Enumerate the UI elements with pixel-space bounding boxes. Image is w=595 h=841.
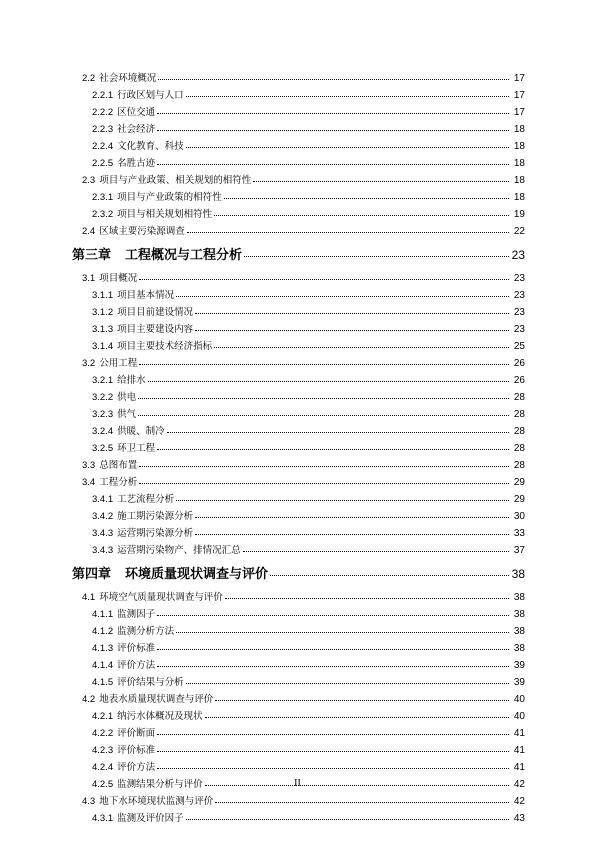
toc-entry-number: 2.2.1	[92, 90, 114, 101]
toc-dot-leader	[157, 741, 509, 752]
toc-entry-title: 评价方法	[117, 762, 156, 773]
toc-entry-title: 给排水	[117, 375, 146, 386]
toc-entry[interactable]	[72, 304, 525, 321]
toc-entry-number: 3.4.1	[92, 494, 114, 505]
toc-entry-page: 18	[513, 175, 525, 186]
toc-entry[interactable]	[72, 70, 525, 87]
toc-entry-number: 2.3.1	[92, 192, 114, 203]
toc-entry-page: 17	[513, 73, 525, 84]
toc-entry-page: 29	[513, 494, 525, 505]
page-footer-number: II	[294, 778, 301, 789]
toc-entry-page: 40	[513, 711, 525, 722]
toc-entry-page: 23	[513, 273, 525, 284]
toc-entry-page: 19	[513, 209, 525, 220]
toc-entry-page: 29	[513, 477, 525, 488]
toc-entry-number: 4.2.4	[92, 762, 114, 773]
toc-dot-leader	[215, 690, 509, 701]
toc-entry-page: 39	[513, 677, 525, 688]
toc-entry-page: 38	[513, 643, 525, 654]
toc-entry[interactable]	[72, 491, 525, 508]
toc-entry-number: 2.3	[82, 175, 96, 186]
toc-entry-number: 4.1.1	[92, 609, 114, 620]
toc-dot-leader	[176, 490, 509, 501]
toc-dot-leader	[195, 507, 509, 518]
toc-entry-page: 28	[513, 443, 525, 454]
toc-entry-number: 4.1	[82, 592, 96, 603]
toc-entry-title: 运营期污染源分析	[117, 528, 194, 539]
toc-entry-page: 28	[513, 460, 525, 471]
toc-dot-leader	[176, 286, 509, 297]
toc-entry-number: 3.1.3	[92, 324, 114, 335]
toc-dot-leader	[139, 354, 509, 365]
toc-dot-leader	[139, 269, 509, 280]
toc-entry-page: 25	[513, 341, 525, 352]
toc-dot-leader	[157, 154, 509, 165]
toc-entry-number: 4.2.5	[92, 779, 114, 790]
toc-entry-title: 项目基本情况	[117, 290, 175, 301]
toc-entry-page: 38	[511, 567, 525, 581]
toc-entry[interactable]	[72, 206, 525, 223]
toc-entry-page: 38	[513, 626, 525, 637]
toc-dot-leader	[244, 238, 509, 257]
toc-dot-leader	[157, 439, 509, 450]
toc-chapter-entry[interactable]	[72, 559, 525, 589]
toc-dot-leader	[215, 792, 509, 803]
toc-dot-leader	[195, 524, 509, 535]
toc-entry[interactable]	[72, 759, 525, 776]
toc-entry-number: 3.2.1	[92, 375, 114, 386]
toc-entry-number: 3.1.1	[92, 290, 114, 301]
toc-entry-page: 28	[513, 426, 525, 437]
toc-entry-page: 23	[513, 307, 525, 318]
toc-entry-number: 4.1.5	[92, 677, 114, 688]
toc-entry-title: 评价断面	[117, 728, 156, 739]
toc-entry-number: 2.3.2	[92, 209, 114, 220]
toc-entry[interactable]	[72, 474, 525, 491]
toc-entry-number: 2.2.2	[92, 107, 114, 118]
toc-entry-title: 项目目前建设情况	[117, 307, 194, 318]
toc-entry-number: 3.3	[82, 460, 96, 471]
toc-entry-number: 3.4.3	[92, 545, 114, 556]
toc-entry-page: 18	[513, 141, 525, 152]
toc-entry-number: 3.4	[82, 477, 96, 488]
toc-dot-leader	[158, 69, 509, 80]
toc-entry-page: 26	[513, 358, 525, 369]
toc-entry-number: 2.2.4	[92, 141, 114, 152]
toc-entry-page: 30	[513, 511, 525, 522]
toc-entry[interactable]	[72, 287, 525, 304]
toc-entry-title: 监测分析方法	[117, 626, 175, 637]
toc-entry[interactable]	[72, 640, 525, 657]
toc-entry-page: 17	[513, 90, 525, 101]
toc-entry-number: 4.1.4	[92, 660, 114, 671]
toc-entry-title: 区位交通	[117, 107, 156, 118]
toc-entry-title: 运营期污染物产、排情况汇总	[117, 545, 241, 556]
toc-dot-leader	[157, 605, 509, 616]
toc-entry-page: 39	[513, 660, 525, 671]
toc-entry-page: 23	[511, 248, 525, 262]
toc-entry-number: 2.2.5	[92, 158, 114, 169]
toc-entry-title: 项目与产业政策、相关规划的相符性	[99, 175, 252, 186]
toc-entry-title: 地下水环境现状监测与评价	[99, 796, 214, 807]
toc-dot-leader	[157, 724, 509, 735]
toc-entry-number: 2.2	[82, 73, 96, 84]
toc-entry-title: 环境空气质量现状调查与评价	[99, 592, 223, 603]
toc-entry[interactable]	[72, 525, 525, 542]
toc-entry[interactable]	[72, 606, 525, 623]
toc-entry[interactable]	[72, 321, 525, 338]
toc-entry-page: 22	[513, 226, 525, 237]
toc-entry-title: 工艺流程分析	[117, 494, 175, 505]
toc-entry-title: 地表水质量现状调查与评价	[99, 694, 214, 705]
toc-entry-number: 3.2.2	[92, 392, 114, 403]
toc-entry-title: 公用工程	[99, 358, 138, 369]
toc-entry-number: 2.2.3	[92, 124, 114, 135]
toc-dot-leader	[157, 103, 509, 114]
toc-entry-number: 3.2.4	[92, 426, 114, 437]
toc-entry-number: 3.2	[82, 358, 96, 369]
toc-dot-leader	[167, 422, 509, 433]
toc-dot-leader	[157, 120, 509, 131]
toc-entry-number: 4.3	[82, 796, 96, 807]
toc-entry-number: 3.2.5	[92, 443, 114, 454]
toc-entry-title: 工程分析	[99, 477, 138, 488]
toc-entry-page: 42	[513, 796, 525, 807]
toc-entry[interactable]	[72, 406, 525, 423]
toc-entry[interactable]	[72, 793, 525, 810]
toc-entry-title: 环卫工程	[117, 443, 156, 454]
toc-entry-title: 项目与相关规划相符性	[117, 209, 213, 220]
toc-entry-page: 43	[513, 813, 525, 824]
toc-dot-leader	[214, 337, 509, 348]
toc-entry-title: 名胜古迹	[117, 158, 156, 169]
toc-entry-page: 41	[513, 762, 525, 773]
toc-entry-title: 评价方法	[117, 660, 156, 671]
toc-entry-page: 18	[513, 124, 525, 135]
toc-entry[interactable]	[72, 810, 525, 827]
toc-entry[interactable]	[72, 87, 525, 104]
toc-entry[interactable]	[72, 138, 525, 155]
toc-entry[interactable]	[72, 457, 525, 474]
toc-entry-title: 文化教育、科技	[117, 141, 184, 152]
toc-entry[interactable]	[72, 691, 525, 708]
toc-chapter-entry[interactable]	[72, 240, 525, 270]
toc-entry-page: 41	[513, 728, 525, 739]
toc-entry-title: 项目主要技术经济指标	[117, 341, 213, 352]
toc-entry-page: 40	[513, 694, 525, 705]
toc-dot-leader	[224, 188, 509, 199]
toc-entry-title: 评价标准	[117, 745, 156, 756]
toc-entry-title: 监测因子	[117, 609, 156, 620]
toc-entry[interactable]	[72, 708, 525, 725]
toc-entry-title: 项目主要建设内容	[117, 324, 194, 335]
toc-entry[interactable]	[72, 423, 525, 440]
toc-entry[interactable]	[72, 742, 525, 759]
toc-dot-leader	[139, 456, 509, 467]
toc-dot-leader	[176, 622, 509, 633]
toc-entry-number: 4.2	[82, 694, 96, 705]
toc-dot-leader	[214, 205, 509, 216]
toc-entry-title: 纳污水体概况及现状	[117, 711, 203, 722]
toc-dot-leader	[186, 86, 509, 97]
toc-entry[interactable]	[72, 440, 525, 457]
toc-dot-leader	[225, 588, 509, 599]
toc-entry-title: 评价结果与分析	[117, 677, 184, 688]
toc-entry-page: 37	[513, 545, 525, 556]
toc-entry[interactable]	[72, 189, 525, 206]
toc-entry-number: 3.4.3	[92, 528, 114, 539]
toc-entry-number: 4.3.1	[92, 813, 114, 824]
toc-entry-title: 监测及评价因子	[117, 813, 184, 824]
toc-dot-leader	[139, 473, 509, 484]
toc-entry-number: 3.1	[82, 273, 96, 284]
toc-entry-title: 供暖、制冷	[117, 426, 165, 437]
toc-dot-leader	[195, 320, 509, 331]
toc-entry-page: 23	[513, 324, 525, 335]
toc-entry-title: 项目与产业政策的相符性	[117, 192, 222, 203]
toc-entry[interactable]	[72, 172, 525, 189]
toc-entry-title: 社会环境概况	[99, 73, 157, 84]
toc-entry-page: 26	[513, 375, 525, 386]
toc-entry[interactable]	[72, 270, 525, 287]
toc-entry-page: 38	[513, 592, 525, 603]
toc-entry-number: 4.2.1	[92, 711, 114, 722]
toc-entry[interactable]	[72, 389, 525, 406]
toc-entry-title: 施工期污染源分析	[117, 511, 194, 522]
toc-entry-number: 3.1.4	[92, 341, 114, 352]
toc-entry-page: 42	[513, 779, 525, 790]
toc-entry-number: 第四章	[72, 567, 112, 582]
toc-dot-leader	[186, 137, 509, 148]
toc-dot-leader	[138, 405, 509, 416]
toc-entry-title: 社会经济	[117, 124, 156, 135]
toc-entry[interactable]	[72, 725, 525, 742]
toc-entry-title: 供电	[117, 392, 137, 403]
toc-entry-number: 4.1.3	[92, 643, 114, 654]
toc-entry-title: 工程概况与工程分析	[125, 248, 243, 263]
toc-entry-title: 行政区划与人口	[117, 90, 184, 101]
toc-dot-leader	[195, 303, 509, 314]
toc-entry-number: 4.2.3	[92, 745, 114, 756]
toc-entry-title: 环境质量现状调查与评价	[125, 567, 269, 582]
toc-entry-title: 总图布置	[99, 460, 138, 471]
toc-dot-leader	[148, 371, 509, 382]
toc-entry[interactable]	[72, 104, 525, 121]
toc-entry-page: 18	[513, 192, 525, 203]
toc-dot-leader	[157, 758, 509, 769]
toc-entry-number: 第三章	[72, 248, 112, 263]
toc-entry-title: 评价标准	[117, 643, 156, 654]
toc-dot-leader	[186, 673, 509, 684]
toc-dot-leader	[186, 809, 509, 820]
toc-dot-leader	[138, 388, 509, 399]
table-of-contents	[72, 70, 525, 827]
toc-entry-title: 监测结果分析与评价	[117, 779, 203, 790]
toc-entry[interactable]	[72, 508, 525, 525]
toc-entry-page: 28	[513, 392, 525, 403]
toc-entry-number: 4.2.2	[92, 728, 114, 739]
toc-dot-leader	[270, 557, 509, 576]
toc-dot-leader	[243, 541, 509, 552]
toc-entry[interactable]	[72, 657, 525, 674]
toc-entry-page: 38	[513, 609, 525, 620]
toc-entry[interactable]	[72, 338, 525, 355]
toc-entry[interactable]	[72, 155, 525, 172]
toc-entry[interactable]	[72, 355, 525, 372]
toc-entry-number: 2.4	[82, 226, 96, 237]
toc-dot-leader	[157, 639, 509, 650]
toc-entry-number: 3.2.3	[92, 409, 114, 420]
toc-entry-number: 4.1.2	[92, 626, 114, 637]
toc-entry-page: 23	[513, 290, 525, 301]
toc-entry-page: 17	[513, 107, 525, 118]
toc-entry-page: 28	[513, 409, 525, 420]
toc-entry-title: 区域主要污染源调查	[99, 226, 185, 237]
toc-entry-number: 3.1.2	[92, 307, 114, 318]
toc-dot-leader	[205, 707, 509, 718]
toc-entry[interactable]	[72, 121, 525, 138]
toc-entry[interactable]	[72, 674, 525, 691]
toc-entry-page: 18	[513, 158, 525, 169]
toc-entry-title: 项目概况	[99, 273, 138, 284]
toc-entry-page: 33	[513, 528, 525, 539]
toc-entry-page: 41	[513, 745, 525, 756]
toc-entry[interactable]	[72, 623, 525, 640]
toc-dot-leader	[253, 171, 509, 182]
toc-entry[interactable]	[72, 589, 525, 606]
toc-dot-leader	[157, 656, 509, 667]
toc-entry-title: 供气	[117, 409, 137, 420]
toc-entry-number: 3.4.2	[92, 511, 114, 522]
toc-dot-leader	[187, 222, 509, 233]
toc-entry[interactable]	[72, 372, 525, 389]
